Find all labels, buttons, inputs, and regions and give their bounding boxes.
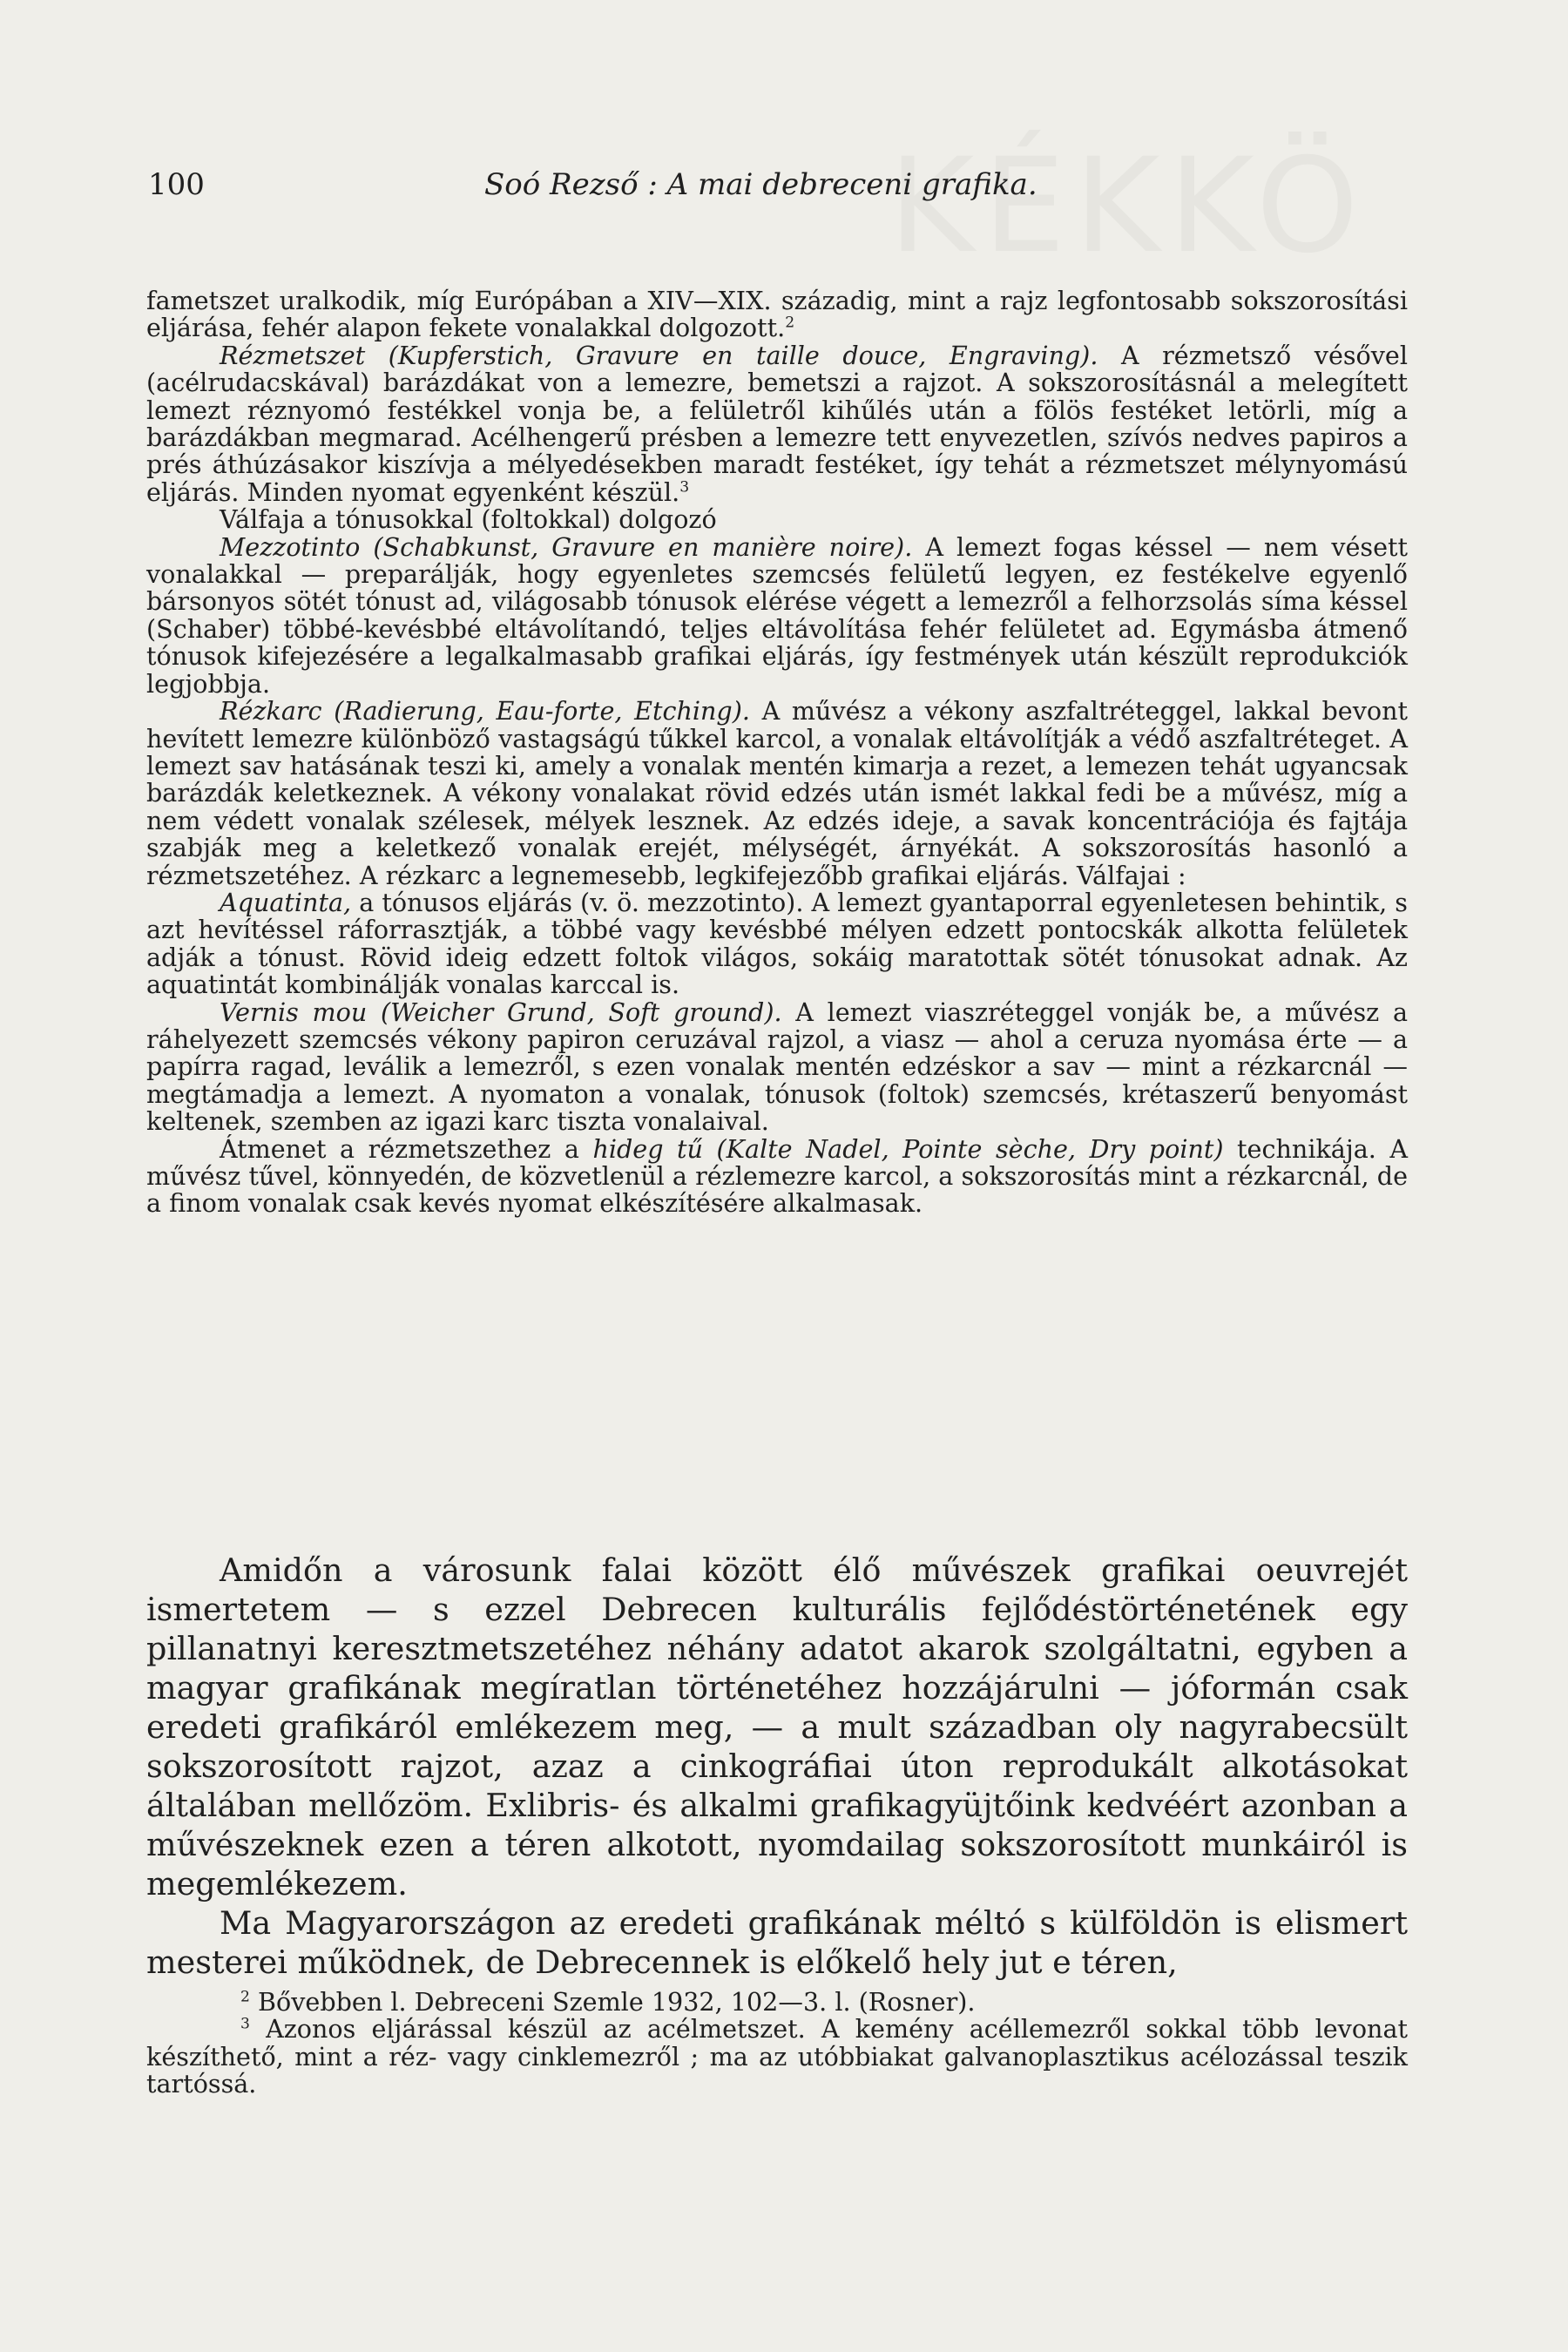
footnote-2: $^2$ Bővebben l. Debreceni Szemle 1932, 102—3. l. (Rosner). [240, 1987, 976, 2017]
page-header [148, 167, 1420, 220]
main-text [146, 1551, 1408, 1982]
paragraph-mezzotint: Mezzotinto (Schabkunst, Gravure en manière noire). A lemezt fogas késsel — nem vésett vonalakkal — preparálják, hogy egyenletes szemcsés felületű legyen, ez festékelve egyenlő bársonyos sötét tónust ad, világosabb tónusok elérése végett a lemezről a felhorzsolás síma késsel (Schaber) többé-kevésbbé eltávolítandó, teljes eltávolítása fehér felületet ad. Egymásba átmenő tónusok kifejezésére a legalkalmasabb grafikai eljárás, így festmények után készült reprodukciók legjobbja. [146, 531, 1408, 699]
term-soft-ground: Vernis mou (Weicher Grund, Soft ground). [220, 997, 782, 1027]
paragraph-hungary: Ma Magyarországon az eredeti grafikának méltó s külföldön is elismert mesterei működnek, de Debrecennek is előkelő hely jut e téren, [146, 1904, 1408, 1981]
paragraph-etching: Rézkarc (Radierung, Eau-forte, Etching). A művész a vékony aszfaltréteggel, lakkal bevont hevített lemezre különböző vastagságú tűkkel karcol, a vonalak eltávolítják a védő aszfaltréteget. A lemezt sav hatásának teszi ki, amely a vonalak mentén kimarja a rezet, a lemezen tehát ugyancsak barázdák keletkeznek. A vékony vonalakat rövid edzés után ismét lakkal fedi be a művész, míg a nem védett vonalak szélesek, mélyek lesznek. Az edzés ideje, a savak koncentrációja és fajtája szabják meg a keletkező vonalak erejét, mélységét, árnyékát. A sokszorosítás hasonló a rézmetszetéhez. A rézkarc a legnemesebb, legkifejezőbb grafikai eljárás. Válfajai : [146, 696, 1409, 890]
term-drypoint: hideg tű (Kalte Nadel, Pointe sèche, Dry point) [592, 1133, 1224, 1164]
paragraph-aquatint: Aquatinta, a tónusos eljárás (v. ö. mezzotinto). A lemezt gyantaporral egyenletesen behintik, s azt hevítéssel ráforrasztják, a többé vagy kevésbbé mélyen edzett pontocskák alkotta felületek adják a tónust. Rövid ideig edzett foltok világos, sokáig maratottak sötét tónusokat adnak. Az aquatintát kombinálják vonalas karccal is. [146, 887, 1408, 1000]
paragraph-drypoint: Átmenet a rézmetszethez a hideg tű (Kalte Nadel, Pointe sèche, Dry point) technikája. A művész tűvel, könnyedén, de közvetlenül a rézlemezre karcol, a sokszorosítás mint a rézkarcnál, de a finom vonalak csak kevés nyomat elkészítésére alkalmasak. [146, 1133, 1409, 1219]
paragraph-soft-ground: Vernis mou (Weicher Grund, Soft ground). A lemezt viaszréteggel vonják be, a művész a ráhelyezett szemcsés vékony papiron ceruzával rajzol, a viasz — ahol a ceruza nyomása érte — a papírra ragad, leválik a lemezről, s ezen vonalak mentén edzéskor a sav — mint a rézkarcnál — megtámadja a lemezt. A nyomaton a vonalak, tónusok (foltok) szemcsés, krétaszerű benyomást keltenek, szemben az igazi karc tiszta vonalaival. [146, 997, 1408, 1137]
term-mezzotint: Mezzotinto (Schabkunst, Gravure en manière noire). [220, 531, 913, 562]
term-engraving: Rézmetszet (Kupferstich, Gravure en taille douce, Engraving). [220, 340, 1098, 370]
running-title: Soó Rezső : A mai debreceni grafika. [484, 167, 1037, 202]
footnotes [146, 1989, 1408, 2099]
paragraph-variant-intro: Válfaja a tónusokkal (foltokkal) dolgozó [220, 504, 717, 535]
paragraph-woodcut: fametszet uralkodik, míg Európában a XIV—XIX. századig, mint a rajz legfontosabb sokszorosítási eljárása, fehér alapon fekete vonalakkal dolgozott.$^2$ [146, 286, 1408, 343]
paragraph-engraving: Rézmetszet (Kupferstich, Gravure en taille douce, Engraving). A rézmetsző vésővel (acélrudacskával) barázdákat von a lemezre, bemetszi a rajzot. A sokszorosításnál a melegített lemezt réznyomó festékkel vonja be, a felületről kihűlés után a fölös festéket letörli, míg a barázdákban megmarad. Acélhengerű présben a lemezre tett enyvezetlen, szívós nedves papiros a prés áthúzásakor kiszívja a mélyedésekben maradt festéket, így tehát a rézmetszet mélynyomású eljárás. Minden nyomat egyenként készül.$^3$ [146, 340, 1408, 507]
technique-descriptions [146, 287, 1408, 1218]
page-number: 100 [148, 167, 205, 202]
footnote-ref-3: 3 [679, 478, 690, 497]
term-etching: Rézkarc (Radierung, Eau-forte, Etching). [220, 696, 750, 727]
footnote-ref-2: 2 [785, 314, 795, 332]
term-aquatint: Aquatinta, [220, 887, 352, 917]
paragraph-introduction: Amidőn a városunk falai között élő művészek grafikai oeuvrejét ismertetem — s ezzel Debrecen kulturális fejlődéstörténetének egy pillanatnyi keresztmetszetéhez néhány adatot akarok szolgáltatni, egyben a magyar grafikának megíratlan történetéhez hozzájárulni — jóformán csak eredeti grafikáról emlékezem meg, — a mult században oly nagyrabecsült sokszorosított rajzot, azaz a cinkográfiai úton reprodukált alkotásokat általában mellőzöm. Exlibris- és alkalmi grafikagyüjtőink kedvéért azonban a művészeknek ezen a téren alkotott, nyomdailag sokszorosított munkáiról is megemlékezem. [146, 1551, 1408, 1903]
footnote-3: $^3$ Azonos eljárással készül az acélmetszet. A kemény acéllemezről sokkal több levonat készíthető, mint a réz- vagy cinklemezről ; ma az utóbbiakat galvanoplasztikus acélozással teszik tartóssá. [146, 2014, 1408, 2099]
